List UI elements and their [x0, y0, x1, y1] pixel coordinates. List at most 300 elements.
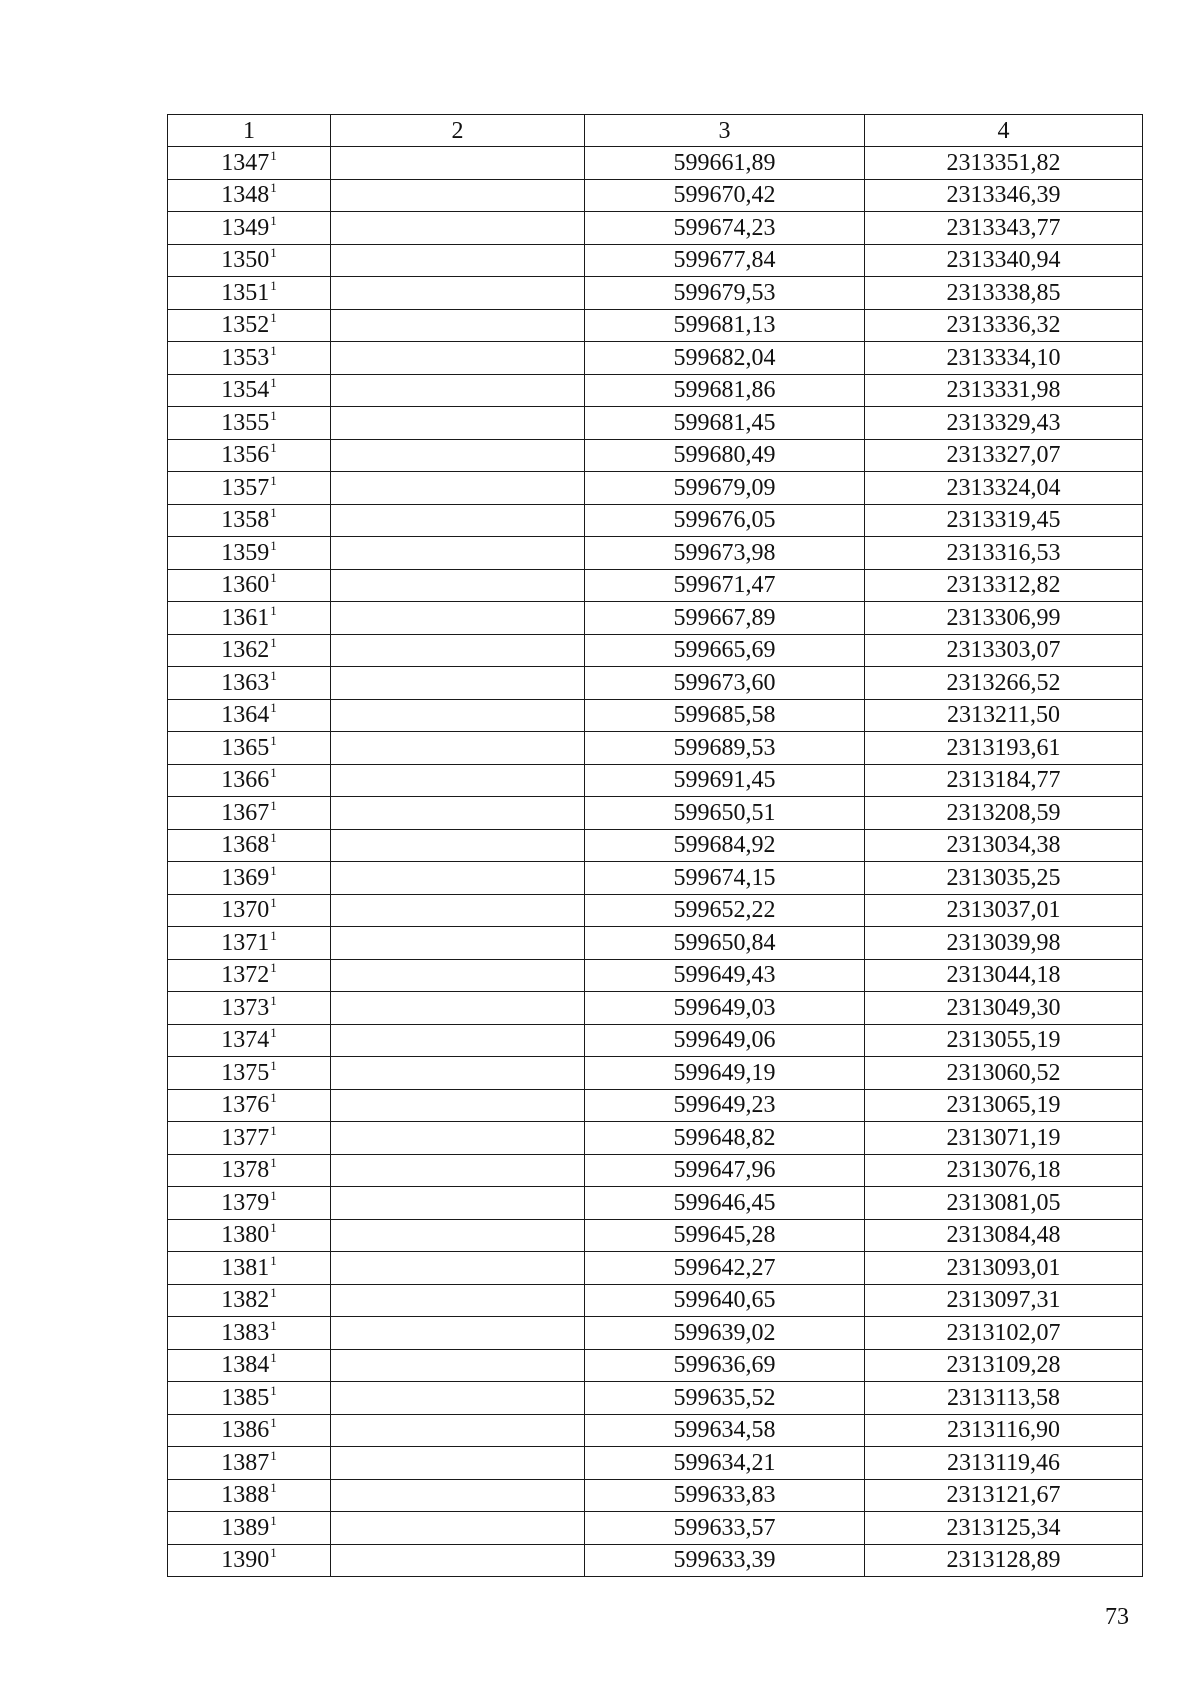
point-number-cell	[168, 602, 331, 635]
y-coordinate-cell: 2313109,28	[865, 1349, 1143, 1382]
blank-cell	[331, 1252, 585, 1285]
y-coordinate-cell: 2313324,04	[865, 472, 1143, 505]
blank-cell	[331, 1154, 585, 1187]
blank-cell	[331, 179, 585, 212]
point-number: 1389	[221, 1514, 270, 1541]
table-row	[168, 179, 1143, 212]
point-number: 1367	[221, 799, 270, 826]
point-number-superscript: 1	[270, 602, 277, 618]
point-number-superscript: 1	[270, 1512, 277, 1528]
point-number-cell	[168, 927, 331, 960]
point-number-superscript: 1	[270, 895, 277, 911]
y-coordinate-cell: 2313338,85	[865, 277, 1143, 310]
point-number-cell	[168, 764, 331, 797]
point-number-superscript: 1	[270, 537, 277, 553]
point-number-cell	[168, 1544, 331, 1577]
y-coordinate-cell: 2313211,50	[865, 699, 1143, 732]
point-number-cell	[168, 439, 331, 472]
x-coordinate-cell: 599691,45	[585, 764, 865, 797]
y-coordinate-cell: 2313093,01	[865, 1252, 1143, 1285]
y-coordinate-cell: 2313044,18	[865, 959, 1143, 992]
point-number: 1373	[221, 994, 270, 1021]
blank-cell	[331, 992, 585, 1025]
table-row	[168, 439, 1143, 472]
y-coordinate-cell: 2313121,67	[865, 1479, 1143, 1512]
table-row	[168, 407, 1143, 440]
y-coordinate-cell: 2313037,01	[865, 894, 1143, 927]
table-row	[168, 1512, 1143, 1545]
y-coordinate-cell: 2313081,05	[865, 1187, 1143, 1220]
table-row	[168, 309, 1143, 342]
x-coordinate-cell: 599670,42	[585, 179, 865, 212]
point-number: 1384	[221, 1352, 270, 1379]
x-coordinate-cell: 599649,23	[585, 1089, 865, 1122]
point-number-cell	[168, 862, 331, 895]
point-number: 1352	[221, 312, 270, 339]
x-coordinate-cell: 599665,69	[585, 634, 865, 667]
blank-cell	[331, 277, 585, 310]
table-row	[168, 829, 1143, 862]
blank-cell	[331, 1349, 585, 1382]
point-number-cell	[168, 1512, 331, 1545]
table-row	[168, 894, 1143, 927]
table-row	[168, 244, 1143, 277]
blank-cell	[331, 1219, 585, 1252]
table-row	[168, 764, 1143, 797]
table-header	[168, 115, 1143, 147]
table-row	[168, 797, 1143, 830]
y-coordinate-cell: 2313097,31	[865, 1284, 1143, 1317]
blank-cell	[331, 212, 585, 245]
x-coordinate-cell: 599633,39	[585, 1544, 865, 1577]
point-number-superscript: 1	[270, 797, 277, 813]
point-number: 1365	[221, 734, 270, 761]
blank-cell	[331, 537, 585, 570]
table-row	[168, 1089, 1143, 1122]
blank-cell	[331, 1382, 585, 1415]
point-number: 1357	[221, 474, 270, 501]
point-number-cell	[168, 1414, 331, 1447]
point-number-cell	[168, 1284, 331, 1317]
point-number-cell	[168, 1122, 331, 1155]
point-number: 1362	[221, 637, 270, 664]
header-col-2: 2	[331, 115, 585, 147]
y-coordinate-cell: 2313119,46	[865, 1447, 1143, 1480]
point-number: 1377	[221, 1124, 270, 1151]
x-coordinate-cell: 599634,21	[585, 1447, 865, 1480]
y-coordinate-cell: 2313208,59	[865, 797, 1143, 830]
point-number-superscript: 1	[270, 570, 277, 586]
table-row	[168, 1154, 1143, 1187]
table-row	[168, 1024, 1143, 1057]
table-row	[168, 1349, 1143, 1382]
point-number-cell	[168, 667, 331, 700]
point-number-superscript: 1	[270, 1545, 277, 1561]
point-number-superscript: 1	[270, 862, 277, 878]
blank-cell	[331, 1187, 585, 1220]
point-number: 1374	[221, 1027, 270, 1054]
x-coordinate-cell: 599679,53	[585, 277, 865, 310]
point-number: 1347	[221, 149, 270, 176]
point-number: 1383	[221, 1319, 270, 1346]
point-number-cell	[168, 699, 331, 732]
point-number-cell	[168, 179, 331, 212]
point-number: 1350	[221, 247, 270, 274]
y-coordinate-cell: 2313346,39	[865, 179, 1143, 212]
point-number: 1380	[221, 1222, 270, 1249]
table-row	[168, 667, 1143, 700]
y-coordinate-cell: 2313055,19	[865, 1024, 1143, 1057]
x-coordinate-cell: 599684,92	[585, 829, 865, 862]
x-coordinate-cell: 599681,45	[585, 407, 865, 440]
blank-cell	[331, 407, 585, 440]
x-coordinate-cell: 599685,58	[585, 699, 865, 732]
point-number-superscript: 1	[270, 1480, 277, 1496]
table-row	[168, 1187, 1143, 1220]
page-number: 73	[1105, 1604, 1129, 1630]
x-coordinate-cell: 599667,89	[585, 602, 865, 635]
point-number: 1355	[221, 409, 270, 436]
x-coordinate-cell: 599671,47	[585, 569, 865, 602]
point-number-superscript: 1	[270, 440, 277, 456]
blank-cell	[331, 569, 585, 602]
point-number: 1349	[221, 214, 270, 241]
point-number-cell	[168, 992, 331, 1025]
header-col-3: 3	[585, 115, 865, 147]
y-coordinate-cell: 2313266,52	[865, 667, 1143, 700]
point-number: 1376	[221, 1092, 270, 1119]
point-number-cell	[168, 829, 331, 862]
x-coordinate-cell: 599647,96	[585, 1154, 865, 1187]
point-number-superscript: 1	[270, 1415, 277, 1431]
table-row	[168, 537, 1143, 570]
point-number-superscript: 1	[270, 310, 277, 326]
blank-cell	[331, 829, 585, 862]
x-coordinate-cell: 599674,15	[585, 862, 865, 895]
point-number-superscript: 1	[270, 667, 277, 683]
coordinates-table	[167, 114, 1143, 1577]
point-number-superscript: 1	[270, 1090, 277, 1106]
table-row	[168, 1219, 1143, 1252]
point-number: 1368	[221, 832, 270, 859]
point-number: 1356	[221, 442, 270, 469]
point-number: 1388	[221, 1482, 270, 1509]
point-number-superscript: 1	[270, 472, 277, 488]
x-coordinate-cell: 599681,13	[585, 309, 865, 342]
point-number-cell	[168, 277, 331, 310]
blank-cell	[331, 1447, 585, 1480]
x-coordinate-cell: 599674,23	[585, 212, 865, 245]
table-row	[168, 212, 1143, 245]
point-number-superscript: 1	[270, 1025, 277, 1041]
point-number-cell	[168, 732, 331, 765]
point-number-cell	[168, 342, 331, 375]
y-coordinate-cell: 2313116,90	[865, 1414, 1143, 1447]
y-coordinate-cell: 2313331,98	[865, 374, 1143, 407]
blank-cell	[331, 1414, 585, 1447]
x-coordinate-cell: 599652,22	[585, 894, 865, 927]
y-coordinate-cell: 2313065,19	[865, 1089, 1143, 1122]
blank-cell	[331, 732, 585, 765]
point-number-superscript: 1	[270, 1122, 277, 1138]
blank-cell	[331, 1479, 585, 1512]
point-number-cell	[168, 407, 331, 440]
y-coordinate-cell: 2313039,98	[865, 927, 1143, 960]
point-number-cell	[168, 309, 331, 342]
x-coordinate-cell: 599649,03	[585, 992, 865, 1025]
point-number-superscript: 1	[270, 1252, 277, 1268]
point-number: 1363	[221, 669, 270, 696]
blank-cell	[331, 309, 585, 342]
point-number-superscript: 1	[270, 180, 277, 196]
point-number-cell	[168, 1447, 331, 1480]
x-coordinate-cell: 599689,53	[585, 732, 865, 765]
point-number-cell	[168, 1382, 331, 1415]
point-number-superscript: 1	[270, 342, 277, 358]
point-number: 1358	[221, 507, 270, 534]
blank-cell	[331, 667, 585, 700]
blank-cell	[331, 862, 585, 895]
y-coordinate-cell: 2313071,19	[865, 1122, 1143, 1155]
blank-cell	[331, 634, 585, 667]
header-col-1: 1	[168, 115, 331, 147]
point-number-cell	[168, 1479, 331, 1512]
table-row	[168, 992, 1143, 1025]
point-number: 1361	[221, 604, 270, 631]
blank-cell	[331, 342, 585, 375]
table-row	[168, 1447, 1143, 1480]
point-number-superscript: 1	[270, 277, 277, 293]
point-number-cell	[168, 1317, 331, 1350]
blank-cell	[331, 602, 585, 635]
y-coordinate-cell: 2313193,61	[865, 732, 1143, 765]
y-coordinate-cell: 2313351,82	[865, 147, 1143, 180]
table-row	[168, 1057, 1143, 1090]
point-number: 1381	[221, 1254, 270, 1281]
point-number-cell	[168, 1219, 331, 1252]
header-row	[168, 115, 1143, 147]
x-coordinate-cell: 599673,60	[585, 667, 865, 700]
point-number-superscript: 1	[270, 407, 277, 423]
table-row	[168, 927, 1143, 960]
table-row	[168, 472, 1143, 505]
point-number-superscript: 1	[270, 375, 277, 391]
point-number-superscript: 1	[270, 960, 277, 976]
point-number-cell	[168, 894, 331, 927]
point-number-cell	[168, 504, 331, 537]
table-row	[168, 277, 1143, 310]
x-coordinate-cell: 599640,65	[585, 1284, 865, 1317]
table-body	[168, 147, 1143, 1577]
y-coordinate-cell: 2313329,43	[865, 407, 1143, 440]
y-coordinate-cell: 2313034,38	[865, 829, 1143, 862]
x-coordinate-cell: 599634,58	[585, 1414, 865, 1447]
blank-cell	[331, 374, 585, 407]
x-coordinate-cell: 599633,57	[585, 1512, 865, 1545]
point-number: 1359	[221, 539, 270, 566]
point-number: 1353	[221, 344, 270, 371]
table-row	[168, 1414, 1143, 1447]
point-number-superscript: 1	[270, 765, 277, 781]
x-coordinate-cell: 599636,69	[585, 1349, 865, 1382]
blank-cell	[331, 927, 585, 960]
y-coordinate-cell: 2313303,07	[865, 634, 1143, 667]
point-number: 1354	[221, 377, 270, 404]
point-number-superscript: 1	[270, 1317, 277, 1333]
blank-cell	[331, 1089, 585, 1122]
y-coordinate-cell: 2313102,07	[865, 1317, 1143, 1350]
point-number: 1379	[221, 1189, 270, 1216]
table-row	[168, 699, 1143, 732]
point-number-superscript: 1	[270, 1057, 277, 1073]
point-number-superscript: 1	[270, 212, 277, 228]
point-number-superscript: 1	[270, 732, 277, 748]
x-coordinate-cell: 599642,27	[585, 1252, 865, 1285]
point-number-superscript: 1	[270, 635, 277, 651]
table-row	[168, 1284, 1143, 1317]
point-number: 1382	[221, 1287, 270, 1314]
blank-cell	[331, 147, 585, 180]
point-number-cell	[168, 1024, 331, 1057]
table-row	[168, 374, 1143, 407]
x-coordinate-cell: 599649,06	[585, 1024, 865, 1057]
blank-cell	[331, 439, 585, 472]
point-number: 1372	[221, 962, 270, 989]
point-number-superscript: 1	[270, 147, 277, 163]
table-row	[168, 1479, 1143, 1512]
point-number-superscript: 1	[270, 1350, 277, 1366]
point-number: 1370	[221, 897, 270, 924]
point-number-superscript: 1	[270, 1285, 277, 1301]
y-coordinate-cell: 2313125,34	[865, 1512, 1143, 1545]
blank-cell	[331, 1317, 585, 1350]
blank-cell	[331, 1284, 585, 1317]
table-row	[168, 602, 1143, 635]
point-number-cell	[168, 1252, 331, 1285]
point-number-superscript: 1	[270, 505, 277, 521]
y-coordinate-cell: 2313084,48	[865, 1219, 1143, 1252]
table-row	[168, 959, 1143, 992]
table-row	[168, 1317, 1143, 1350]
blank-cell	[331, 504, 585, 537]
x-coordinate-cell: 599639,02	[585, 1317, 865, 1350]
y-coordinate-cell: 2313340,94	[865, 244, 1143, 277]
point-number: 1351	[221, 279, 270, 306]
point-number-superscript: 1	[270, 245, 277, 261]
y-coordinate-cell: 2313060,52	[865, 1057, 1143, 1090]
y-coordinate-cell: 2313312,82	[865, 569, 1143, 602]
blank-cell	[331, 699, 585, 732]
point-number-superscript: 1	[270, 830, 277, 846]
blank-cell	[331, 764, 585, 797]
table-row	[168, 862, 1143, 895]
table-row	[168, 147, 1143, 180]
x-coordinate-cell: 599646,45	[585, 1187, 865, 1220]
blank-cell	[331, 1512, 585, 1545]
blank-cell	[331, 797, 585, 830]
point-number: 1364	[221, 702, 270, 729]
point-number-cell	[168, 147, 331, 180]
point-number-superscript: 1	[270, 700, 277, 716]
y-coordinate-cell: 2313343,77	[865, 212, 1143, 245]
x-coordinate-cell: 599645,28	[585, 1219, 865, 1252]
point-number: 1385	[221, 1384, 270, 1411]
point-number-cell	[168, 537, 331, 570]
table-row	[168, 732, 1143, 765]
point-number-cell	[168, 212, 331, 245]
table-row	[168, 504, 1143, 537]
blank-cell	[331, 894, 585, 927]
y-coordinate-cell: 2313076,18	[865, 1154, 1143, 1187]
point-number-cell	[168, 374, 331, 407]
y-coordinate-cell: 2313327,07	[865, 439, 1143, 472]
y-coordinate-cell: 2313049,30	[865, 992, 1143, 1025]
x-coordinate-cell: 599635,52	[585, 1382, 865, 1415]
y-coordinate-cell: 2313336,32	[865, 309, 1143, 342]
point-number: 1369	[221, 864, 270, 891]
y-coordinate-cell: 2313184,77	[865, 764, 1143, 797]
point-number: 1390	[221, 1547, 270, 1574]
blank-cell	[331, 1057, 585, 1090]
point-number-superscript: 1	[270, 927, 277, 943]
table-row	[168, 1382, 1143, 1415]
point-number: 1375	[221, 1059, 270, 1086]
blank-cell	[331, 244, 585, 277]
y-coordinate-cell: 2313319,45	[865, 504, 1143, 537]
x-coordinate-cell: 599681,86	[585, 374, 865, 407]
blank-cell	[331, 1024, 585, 1057]
x-coordinate-cell: 599649,43	[585, 959, 865, 992]
point-number-superscript: 1	[270, 992, 277, 1008]
point-number-cell	[168, 1154, 331, 1187]
x-coordinate-cell: 599679,09	[585, 472, 865, 505]
blank-cell	[331, 1122, 585, 1155]
blank-cell	[331, 1544, 585, 1577]
point-number: 1348	[221, 182, 270, 209]
x-coordinate-cell: 599650,84	[585, 927, 865, 960]
table-row	[168, 634, 1143, 667]
y-coordinate-cell: 2313128,89	[865, 1544, 1143, 1577]
table-row	[168, 569, 1143, 602]
x-coordinate-cell: 599661,89	[585, 147, 865, 180]
point-number-cell	[168, 959, 331, 992]
point-number: 1386	[221, 1417, 270, 1444]
point-number-cell	[168, 797, 331, 830]
point-number: 1378	[221, 1157, 270, 1184]
point-number-cell	[168, 1057, 331, 1090]
point-number: 1371	[221, 929, 270, 956]
x-coordinate-cell: 599680,49	[585, 439, 865, 472]
point-number-cell	[168, 1089, 331, 1122]
x-coordinate-cell: 599650,51	[585, 797, 865, 830]
point-number-cell	[168, 634, 331, 667]
table-row	[168, 1252, 1143, 1285]
point-number-superscript: 1	[270, 1382, 277, 1398]
y-coordinate-cell: 2313035,25	[865, 862, 1143, 895]
y-coordinate-cell: 2313316,53	[865, 537, 1143, 570]
y-coordinate-cell: 2313113,58	[865, 1382, 1143, 1415]
point-number-superscript: 1	[270, 1155, 277, 1171]
point-number-superscript: 1	[270, 1220, 277, 1236]
x-coordinate-cell: 599648,82	[585, 1122, 865, 1155]
point-number-cell	[168, 472, 331, 505]
point-number-superscript: 1	[270, 1447, 277, 1463]
x-coordinate-cell: 599677,84	[585, 244, 865, 277]
point-number: 1387	[221, 1449, 270, 1476]
table-row	[168, 342, 1143, 375]
y-coordinate-cell: 2313306,99	[865, 602, 1143, 635]
blank-cell	[331, 959, 585, 992]
